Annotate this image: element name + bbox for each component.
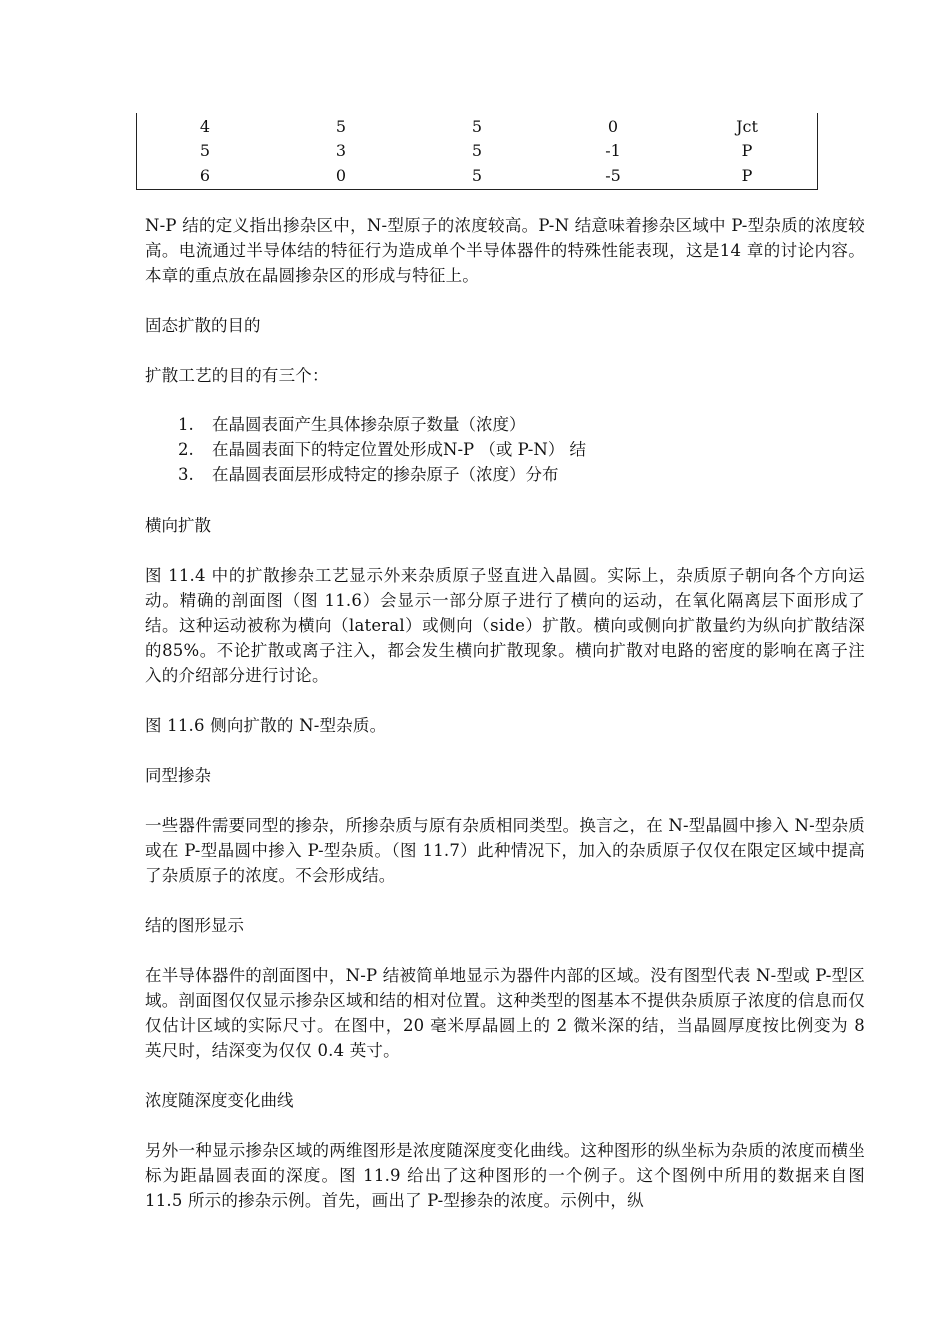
heading-junction-display: 结的图形显示 — [145, 916, 244, 935]
list-item — [178, 437, 586, 462]
table-cell: P — [741, 141, 753, 160]
table-row — [137, 164, 817, 188]
paragraph-same-type-doping: 一些器件需要同型的掺杂，所掺杂质与原有杂质相同类型。换言之，在 N-型晶圆中掺入 N-型杂质或在 P-型晶圆中掺入 P-型杂质。（图 11.7）此种情况下，加入的杂质原子仅仅在限定区域中提高了杂质原子的浓度。不会形成结。 — [145, 816, 865, 885]
table-cell: 5 — [199, 141, 211, 160]
list-text: 在晶圆表面下的特定位置处形成N-P （或 P-N） 结 — [212, 440, 587, 459]
table-cell: 5 — [335, 117, 347, 136]
table-cell: 3 — [335, 141, 347, 160]
heading-same-type-doping: 同型掺杂 — [145, 766, 211, 785]
paragraph-purpose-intro: 扩散工艺的目的有三个： — [145, 366, 329, 385]
heading-lateral-diffusion: 横向扩散 — [145, 516, 211, 535]
table-row — [137, 139, 817, 163]
table-cell: P — [741, 166, 753, 185]
table-cell: 5 — [471, 141, 483, 160]
list-item — [178, 412, 586, 437]
table-cell: 0 — [335, 166, 347, 185]
list-text: 在晶圆表面层形成特定的掺杂原子（浓度）分布 — [212, 465, 559, 484]
list-number: 3. — [178, 465, 194, 484]
data-table — [136, 113, 818, 190]
table-cell: -1 — [605, 141, 621, 160]
purpose-list — [178, 412, 586, 487]
figure-caption: 图 11.6 侧向扩散的 N-型杂质。 — [145, 716, 387, 735]
table-cell: 5 — [471, 166, 483, 185]
paragraph-concentration-profile: 另外一种显示掺杂区域的两维图形是浓度随深度变化曲线。这种图形的纵坐标为杂质的浓度而横坐标为距晶圆表面的深度。图 11.9 给出了这种图形的一个例子。这个图例中所用的数据来自图 11.5 所示的掺杂示例。首先，画出了 P-型掺杂的浓度。示例中，纵 — [145, 1141, 865, 1210]
list-number: 2. — [178, 440, 194, 459]
heading-diffusion-purpose: 固态扩散的目的 — [145, 316, 261, 335]
table-cell: Jct — [736, 117, 758, 136]
list-text: 在晶圆表面产生具体掺杂原子数量（浓度） — [212, 415, 526, 434]
list-number: 1. — [178, 415, 194, 434]
table-cell: 4 — [199, 117, 211, 136]
table-row — [137, 115, 817, 139]
list-item — [178, 462, 586, 487]
table-cell: -5 — [605, 166, 621, 185]
table-cell: 5 — [471, 117, 483, 136]
paragraph-lateral-diffusion: 图 11.4 中的扩散掺杂工艺显示外来杂质原子竖直进入晶圆。实际上，杂质原子朝向各个方向运动。精确的剖面图（图 11.6）会显示一部分原子进行了横向的运动，在氧化隔离层下面形成了结。这种运动被称为横向（lateral）或侧向（side）扩散。横向或侧向扩散量约为纵向扩散结深的85%。不论扩散或离子注入，都会发生横向扩散现象。横向扩散对电路的密度的影响在离子注入的介绍部分进行讨论。 — [145, 566, 865, 685]
paragraph-junction-display: 在半导体器件的剖面图中，N-P 结被简单地显示为器件内部的区域。没有图型代表 N-型或 P-型区域。剖面图仅仅显示掺杂区域和结的相对位置。这种类型的图基本不提供杂质原子浓度的信息而仅仅估计区域的实际尺寸。在图中，20 毫米厚晶圆上的 2 微米深的结，当晶圆厚度按比例变为 8 英尺时，结深变为仅仅 0.4 英寸。 — [145, 966, 865, 1060]
paragraph-np-junction: N-P 结的定义指出掺杂区中，N-型原子的浓度较高。P-N 结意味着掺杂区域中 P-型杂质的浓度较高。电流通过半导体结的特征行为造成单个半导体器件的特殊性能表现，这是14 章的讨论内容。本章的重点放在晶圆掺杂区的形成与特征上。 — [145, 216, 865, 285]
table-cell: 0 — [607, 117, 619, 136]
heading-concentration-profile: 浓度随深度变化曲线 — [145, 1091, 294, 1110]
table-cell: 6 — [199, 166, 211, 185]
